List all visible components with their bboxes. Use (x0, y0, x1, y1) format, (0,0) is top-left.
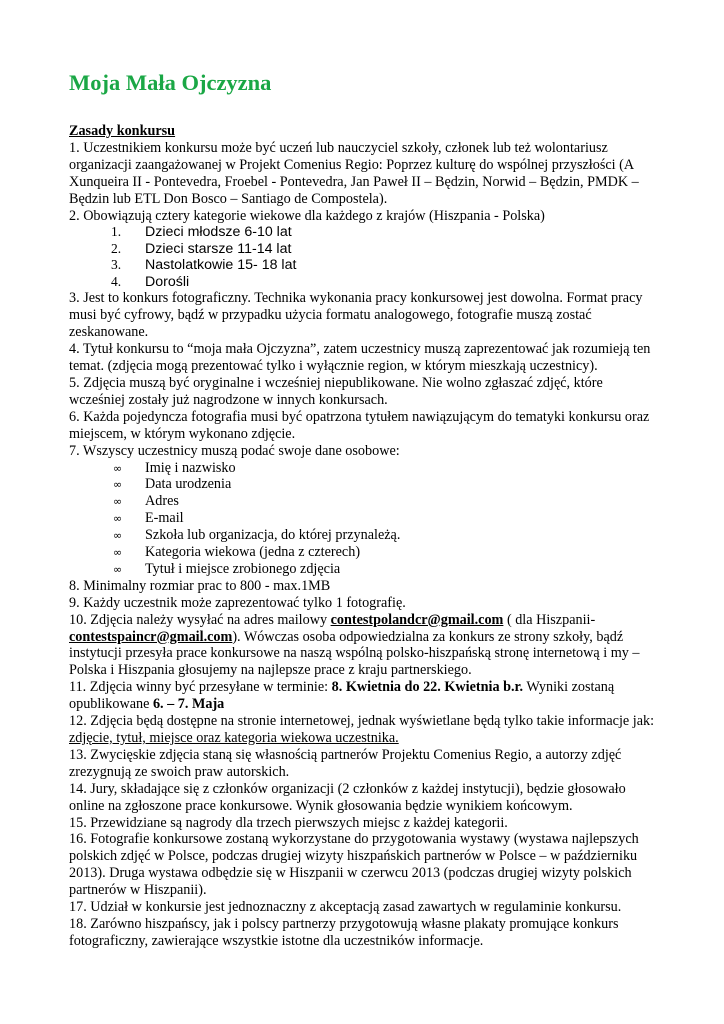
rule-11 (69, 679, 659, 713)
rule-15: 15. Przewidziane są nagrody dla trzech pierwszych miejsc z każdej kategorii. (69, 814, 508, 831)
rule-12 (69, 713, 659, 747)
list-item-label: Dzieci młodsze 6-10 lat (145, 224, 292, 241)
rule-6: 6. Każda pojedyncza fotografia musi być opatrzona tytułem nawiązującym do tematyki konkursu oraz miejscem, w którym wykonano zdjęcie. (69, 408, 650, 442)
list-item-label: Dorośli (145, 273, 190, 290)
list-item (69, 544, 659, 561)
infinity-bullet-icon: ∞ (113, 512, 123, 526)
list-item (69, 460, 659, 477)
list-item (69, 257, 659, 274)
age-categories-list (69, 224, 659, 290)
infinity-bullet-icon: ∞ (113, 478, 123, 492)
rule-2: 2. Obowiązują cztery kategorie wiekowe dla każdego z krajów (Hiszpania - Polska) (69, 207, 545, 224)
list-item-number: 2. (111, 240, 122, 256)
rule-17: 17. Udział w konkursie jest jednoznaczny z akceptacją zasad zawartych w regulaminie konkursu. (69, 899, 622, 916)
rule-11-text-b: Wyniki zostaną opublikowane (69, 679, 615, 713)
rule-7: 7. Wszyscy uczestnicy muszą podać swoje dane osobowe: (69, 442, 400, 459)
list-item-label: Data urodzenia (145, 476, 232, 493)
infinity-bullet-icon: ∞ (113, 546, 123, 560)
list-item-number: 3. (111, 257, 122, 273)
rule-3: 3. Jest to konkurs fotograficzny. Technika wykonania pracy konkursowej jest dowolna. Format pracy musi być cyfrowy, bądź w przypadku użycia formatu analogowego, fotografie muszą zostać zeskanowane. (69, 290, 643, 341)
publication-dates: 6. – 7. Maja (152, 696, 225, 713)
rule-18: 18. Zarówno hiszpańscy, jak i polscy partnerzy przygotowują własne plakaty promujące konkurs fotograficzny, zawierające wszystkie istotne dla uczestników informacje. (69, 915, 619, 949)
list-item-label: Tytuł i miejsce zrobionego zdjęcia (145, 560, 341, 577)
personal-data-list (69, 460, 659, 578)
rule-10 (69, 612, 659, 680)
rule-8: 8. Minimalny rozmiar prac to 800 - max.1MB (69, 577, 331, 594)
rule-5: 5. Zdjęcia muszą być oryginalne i wcześniej niepublikowane. Nie wolno zgłaszać zdjęć, które wcześniej zostały już nagrodzone w innych konkursach. (69, 374, 603, 408)
rule-9: 9. Każdy uczestnik może zaprezentować tylko 1 fotografię. (69, 594, 406, 611)
list-item (69, 510, 659, 527)
rule-14: 14. Jury, składające się z członków organizacji (2 członków z każdej instytucji), będzie głosowało online na zgłoszone prace konkursowe. Wynik głosowania będzie wynikiem końcowym. (69, 780, 626, 814)
list-item-label: E-mail (145, 510, 184, 527)
list-item-label: Kategoria wiekowa (jedna z czterech) (145, 544, 361, 561)
list-item (69, 561, 659, 578)
document-body (69, 123, 659, 950)
list-item-label: Szkoła lub organizacja, do której przynależą. (145, 527, 401, 544)
infinity-bullet-icon: ∞ (113, 495, 123, 509)
rule-12-text-a: 12. Zdjęcia będą dostępne na stronie internetowej, jednak wyświetlane będą tylko takie informacje jak: (69, 713, 655, 730)
document-title: Moja Mała Ojczyzna (69, 70, 272, 95)
list-item (69, 274, 659, 291)
infinity-bullet-icon: ∞ (113, 562, 123, 576)
list-item-label: Dzieci starsze 11-14 lat (145, 240, 292, 257)
list-item (69, 476, 659, 493)
rule-10-text-a: 10. Zdjęcia należy wysyłać na adres mailowy (69, 611, 331, 628)
section-heading: Zasady konkursu (69, 123, 176, 139)
list-item (69, 527, 659, 544)
infinity-bullet-icon: ∞ (113, 461, 123, 475)
list-item (69, 224, 659, 241)
list-item (69, 241, 659, 258)
rule-1: 1. Uczestnikiem konkursu może być uczeń lub nauczyciel szkoły, członek lub też wolontariusz organizacji zaangażowanej w Projekt Comenius Regio: Poprzez kulturę do wspólnej przyszłości (A Xunqueira II - Pontevedra, Froebel - Pontevedra, Jan Paweł II – Będzin, Norwid – Będzin, PMDK – Będzin lub ETL Don Bosco – Santiago de Compostela). (69, 139, 639, 207)
email-link-poland[interactable]: contestpolandcr@gmail.com (330, 611, 504, 628)
rule-13: 13. Zwycięskie zdjęcia staną się własnością partnerów Projektu Comenius Regio, a autorzy zdjęć zrezygnują ze swoich praw autorskich. (69, 746, 622, 780)
submission-dates: 8. Kwietnia do 22. Kwietnia b.r. (331, 679, 524, 696)
rule-16: 16. Fotografie konkursowe zostaną wykorzystane do przygotowania wystawy (wystawa najlepszych polskich zdjęć w Polsce, podczas drugiej wizyty hiszpańskich partnerów w Polsce – w październiku 2013). Druga wystawa odbędzie się w Hiszpanii w czerwcu 2013 (podczas drugiej wizyty polskich partnerów w Hiszpanii). (69, 831, 639, 899)
list-item-label: Nastolatkowie 15- 18 lat (145, 257, 297, 274)
list-item-label: Imię i nazwisko (145, 459, 236, 476)
list-item-number: 4. (111, 273, 122, 289)
rule-10-text-b: ( dla Hiszpanii- (503, 611, 596, 628)
rule-11-text-a: 11. Zdjęcia winny być przesyłane w terminie: (69, 679, 332, 696)
email-link-spain[interactable]: contestspaincr@gmail.com (69, 628, 233, 645)
rule-4: 4. Tytuł konkursu to “moja mała Ojczyzna”, zatem uczestnicy muszą zaprezentować jak rozumieją ten temat. (zdjęcia mogą prezentować tylko i wyłącznie region, w którym mieszkają uczestnicy). (69, 341, 651, 375)
displayed-info: zdjęcie, tytuł, miejsce oraz kategoria wiekowa uczestnika. (69, 730, 399, 746)
list-item (69, 493, 659, 510)
list-item-label: Adres (145, 493, 179, 510)
rule-10-text-c: ). Wówczas osoba odpowiedzialna za konkurs ze strony szkoły, bądź instytucji przesyła prace konkursowe na naszą wspólną polsko-hiszpańską stronę internetową i my – Polska i Hiszpania głosujemy na najlepsze prace z kraju partnerskiego. (69, 628, 640, 679)
infinity-bullet-icon: ∞ (113, 529, 123, 543)
list-item-number: 1. (111, 224, 122, 240)
